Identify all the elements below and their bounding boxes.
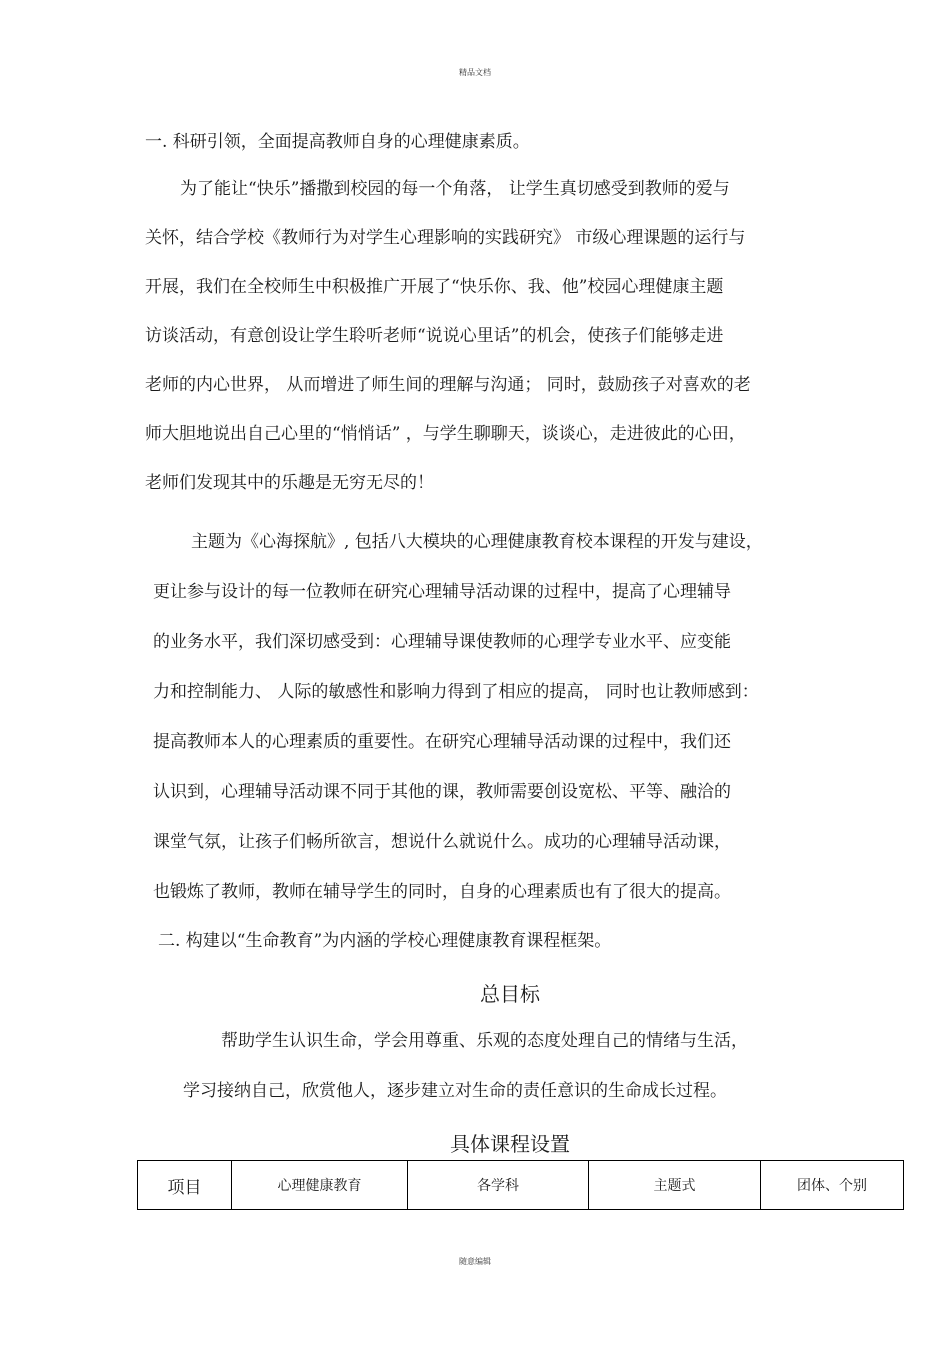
paragraph-line: 师大胆地说出自己心里的“悄悄话” ，与学生聊聊天，谈谈心，走进彼此的心田，: [145, 424, 746, 444]
table-cell-mental-health: 心理健康教育: [232, 1161, 408, 1210]
table-cell-theme: 主题式: [589, 1161, 761, 1210]
paragraph-line: 主题为《心海探航》, 包括八大模块的心理健康教育校本课程的开发与建设，: [191, 532, 763, 552]
paragraph-line: 关怀，结合学校《教师行为对学生心理影响的实践研究》 市级心理课题的运行与: [145, 228, 746, 248]
page-footer-label: 随意编辑: [459, 1257, 491, 1266]
table-cell-subjects: 各学科: [408, 1161, 589, 1210]
course-title: 具体课程设置: [450, 1132, 570, 1156]
goal-line: 帮助学生认识生命，学会用尊重、乐观的态度处理自己的情绪与生活，: [221, 1031, 748, 1051]
page-header-label: 精品文档: [459, 68, 491, 77]
goal-title: 总目标: [480, 982, 540, 1006]
paragraph-line: 课堂气氛，让孩子们畅所欲言，想说什么就说什么。成功的心理辅导活动课，: [153, 832, 731, 852]
course-table: [137, 1160, 904, 1210]
paragraph-line: 访谈活动，有意创设让学生聆听老师“说说心里话”的机会，使孩子们能够走进: [145, 326, 724, 346]
paragraph-line: 开展，我们在全校师生中积极推广开展了“快乐你、我、他”校园心理健康主题: [145, 277, 724, 297]
table-cell-group: 团体、个别: [761, 1161, 904, 1210]
section-2-heading: 二. 构建以“生命教育”为内涵的学校心理健康教育课程框架。: [158, 931, 612, 951]
paragraph-line: 力和控制能力、 人际的敏感性和影响力得到了相应的提高， 同时也让教师感到：: [153, 682, 759, 702]
paragraph-line: 老师的内心世界， 从而增进了师生间的理解与沟通； 同时，鼓励孩子对喜欢的老: [145, 375, 751, 395]
table-row: [138, 1161, 904, 1210]
paragraph-line: 也锻炼了教师，教师在辅导学生的同时，自身的心理素质也有了很大的提高。: [153, 882, 731, 902]
paragraph-line: 提高教师本人的心理素质的重要性。在研究心理辅导活动课的过程中，我们还: [153, 732, 731, 752]
paragraph-line: 更让参与设计的每一位教师在研究心理辅导活动课的过程中，提高了心理辅导: [153, 582, 731, 602]
paragraph-line: 认识到，心理辅导活动课不同于其他的课，教师需要创设宽松、平等、融洽的: [153, 782, 731, 802]
table-cell-project: 项目: [138, 1161, 232, 1210]
paragraph-line: 老师们发现其中的乐趣是无穷无尽的！: [145, 473, 434, 493]
paragraph-line: 的业务水平，我们深切感受到：心理辅导课使教师的心理学专业水平、应变能: [153, 632, 731, 652]
paragraph-line: 为了能让“快乐”播撒到校园的每一个角落， 让学生真切感受到教师的爱与: [180, 179, 730, 199]
goal-line: 学习接纳自己，欣赏他人，逐步建立对生命的责任意识的生命成长过程。: [183, 1081, 727, 1101]
section-1-heading: 一. 科研引领，全面提高教师自身的心理健康素质。: [145, 132, 530, 152]
